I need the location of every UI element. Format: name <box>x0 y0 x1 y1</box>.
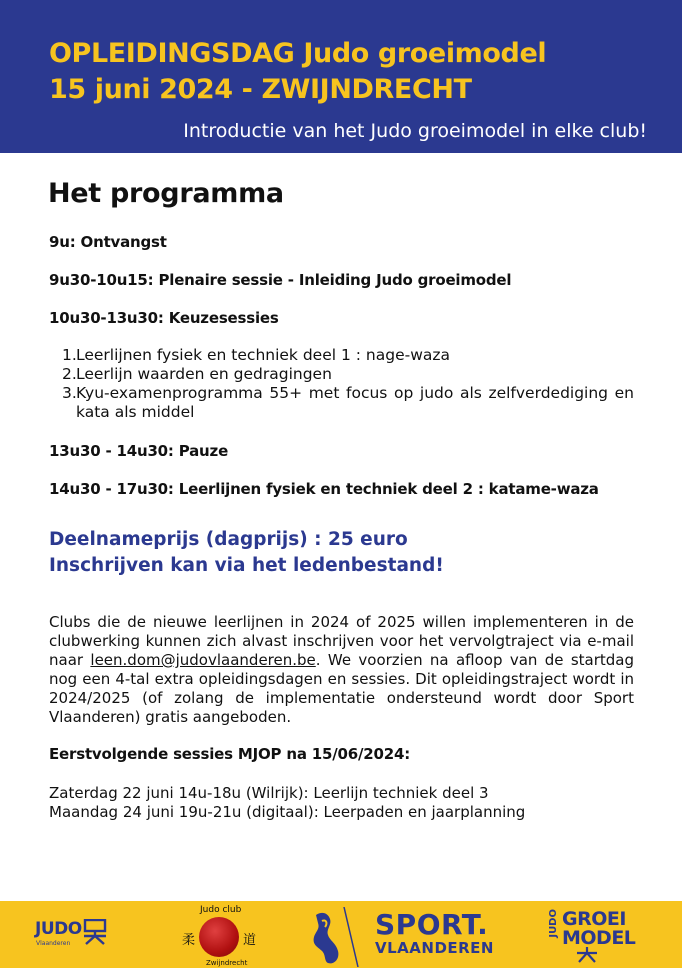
price-block <box>49 527 444 579</box>
groei-logo-line2: MODEL <box>562 927 636 949</box>
info-text-before: Clubs die de nieuwe leerlijnen in 2024 of 2025 willen implementeren in de clubwerking kunnen zich alvast inschrijven voor het vervolgtraject via e-mail naar <box>49 613 634 669</box>
judo-vlaanderen-logo <box>35 919 82 947</box>
club-kanji-right: 道 <box>243 933 257 948</box>
program-afternoon: 14u30 - 17u30: Leerlijnen fysiek en techniek deel 2 : katame-waza <box>49 480 599 498</box>
judo-groeimodel-logo <box>548 909 648 964</box>
list-item <box>62 346 634 365</box>
list-item-number: 1. <box>62 346 77 364</box>
groei-logo-line1: GROEI <box>562 908 626 930</box>
next-sessions-list <box>49 784 525 822</box>
sport-vlaanderen-logo <box>375 908 494 957</box>
program-heading: Het programma <box>48 178 284 209</box>
program-reception: 9u: Ontvangst <box>49 233 167 251</box>
header-banner <box>0 0 682 153</box>
club-logo-bottom-text: Zwijndrecht <box>206 959 248 967</box>
judo-club-zwijndrecht-logo <box>182 905 258 968</box>
session-date-line: Maandag 24 juni 19u-21u (digitaal): Leerpaden en jaarplanning <box>49 803 526 821</box>
info-paragraph <box>49 613 634 727</box>
club-red-circle-icon <box>199 917 239 957</box>
club-kanji-left: 柔 <box>182 933 196 948</box>
list-item-text: Leerlijn waarden en gedragingen <box>76 365 332 383</box>
event-subtitle: Introductie van het Judo groeimodel in elke club! <box>183 120 647 142</box>
program-break: 13u30 - 14u30: Pauze <box>49 442 229 460</box>
electives-list <box>62 346 634 422</box>
event-title-line2: 15 juni 2024 - ZWIJNDRECHT <box>49 74 472 105</box>
sport-logo-sub: VLAANDEREN <box>375 939 494 957</box>
list-item-number: 3. <box>62 384 77 402</box>
event-title <box>49 36 546 108</box>
list-item-number: 2. <box>62 365 77 383</box>
groei-logo-side-text: JUDO <box>548 909 559 938</box>
info-text-after: . We voorzien na afloop van de startdag nog een 4-tal extra opleidingsdagen en sessies. Dit opleidingstraject wordt in 2024/2025 (of zolang de implementatie ondersteund wordt door Sport Vlaanderen) gratis aangeboden. <box>49 651 634 726</box>
list-item <box>62 365 634 384</box>
groei-figure-icon <box>576 947 598 963</box>
list-item <box>62 384 634 422</box>
list-item-text: Kyu-examenprogramma 55+ met focus op judo als zelfverdediging en kata als middel <box>76 384 634 421</box>
judo-logo-word: JUDO <box>35 919 82 939</box>
session-date-line: Zaterdag 22 juni 14u-18u (Wilrijk): Leerlijn techniek deel 3 <box>49 784 489 802</box>
next-sessions-title: Eerstvolgende sessies MJOP na 15/06/2024: <box>49 745 411 763</box>
footer-logo-bar <box>0 901 682 968</box>
judo-logo-sub: Vlaanderen <box>36 940 71 947</box>
price-line: Deelnameprijs (dagprijs) : 25 euro <box>49 529 408 550</box>
club-logo-top-text: Judo club <box>200 905 242 915</box>
judo-figure-icon <box>83 919 107 945</box>
flemish-lion-icon <box>306 907 376 967</box>
registration-line: Inschrijven kan via het ledenbestand! <box>49 555 444 576</box>
list-item-text: Leerlijnen fysiek en techniek deel 1 : nage-waza <box>76 346 451 364</box>
program-plenary: 9u30-10u15: Plenaire sessie - Inleiding Judo groeimodel <box>49 271 512 289</box>
event-title-line1: OPLEIDINGSDAG Judo groeimodel <box>49 38 547 69</box>
sport-logo-word: SPORT. <box>375 908 489 941</box>
email-link[interactable]: leen.dom@judovlaanderen.be <box>90 651 316 669</box>
program-electives-title: 10u30-13u30: Keuzesessies <box>49 309 279 327</box>
